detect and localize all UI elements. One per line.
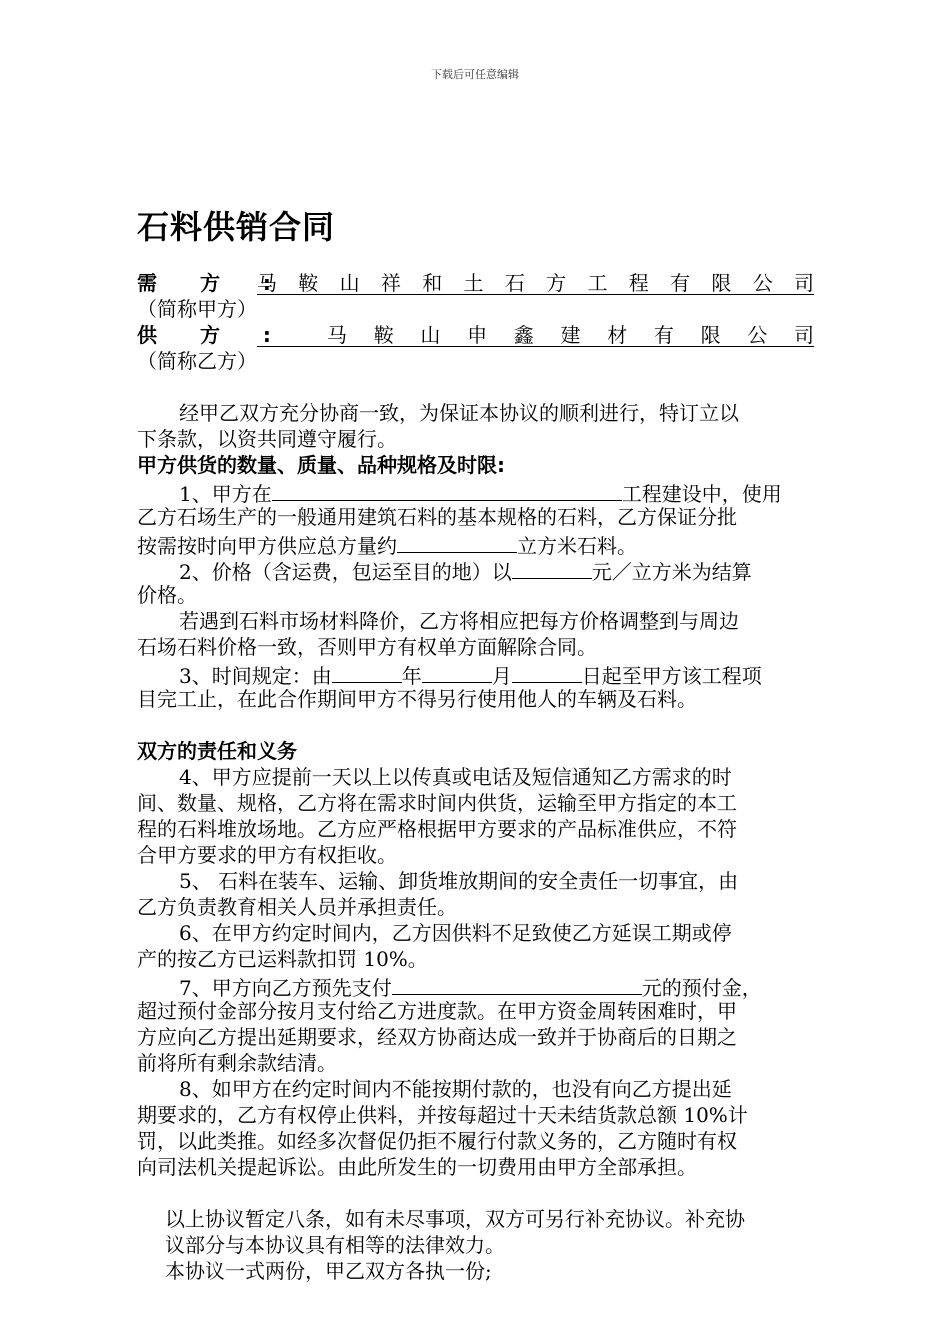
header-note: 下载后可任意编辑 — [431, 68, 519, 81]
seller-name: 马鞍山申鑫建材有限公司 — [257, 322, 814, 347]
clause-2p-line-1: 若遇到石料市场材料降价，乙方将相应把每方价格调整到与周边 — [179, 609, 739, 633]
clause-8-line-4: 向司法机关提起诉讼。由此所发生的一切费用由甲方全部承担。 — [137, 1155, 697, 1179]
buyer-name: 马鞍山祥和土石方工程有限公司 — [257, 271, 814, 295]
clause-7-text-b: 元的预付金， — [641, 976, 762, 1000]
prepayment-blank — [392, 972, 642, 995]
clause-1-text-d: 立方米石料。 — [517, 534, 637, 558]
clause-2-text-a: 2、价格（含运费，包运至目的地）以 — [179, 560, 512, 584]
clause-7-line-3: 方应向乙方提出延期要求，经双方协商达成一致并于协商后的日期之 — [137, 1025, 737, 1049]
project-name-blank — [272, 478, 622, 501]
clause-8-line-3: 罚，以此类推。如经多次督促仍拒不履行付款义务的，乙方随时有权 — [137, 1129, 737, 1153]
clause-7-line-1 — [137, 972, 814, 998]
intro-line-1: 经甲乙双方充分协商一致，为保证本协议的顺利进行，特订立以 — [179, 401, 739, 425]
clause-1-line-3 — [137, 530, 814, 556]
closing-line-3: 本协议一式两份，甲乙双方各执一份; — [165, 1259, 492, 1283]
intro-line-2: 下条款，以资共同遵守履行。 — [137, 427, 397, 451]
clause-4-line-3: 程的石料堆放场地。乙方应严格根据甲方要求的产品标准供应，不符 — [137, 817, 737, 841]
clause-2-line-1 — [137, 556, 814, 582]
section1-heading: 甲方供货的数量、质量、品种规格及时限: — [137, 453, 505, 477]
clause-3-line-1 — [137, 660, 814, 686]
clause-1-line-1 — [137, 478, 814, 504]
clause-6-line-1: 6、在甲方约定时间内，乙方因供料不足致使乙方延误工期或停 — [179, 921, 732, 945]
month-blank — [422, 660, 492, 683]
clause-5-line-1: 5、 石料在装车、运输、卸货堆放期间的安全责任一切事宜，由 — [179, 869, 739, 893]
clause-7-line-2: 超过预付金部分按月支付给乙方进度款。在甲方资金周转困难时，甲 — [137, 999, 737, 1023]
clause-3-text-b: 日起至甲方该工程项 — [581, 664, 762, 688]
buyer-line — [137, 270, 814, 296]
clause-2p-line-2: 石场石料价格一致，否则甲方有权单方面解除合同。 — [137, 635, 597, 659]
seller-line — [137, 322, 814, 348]
clause-8-line-2: 期要求的，乙方有权停止供料，并按每超过十天未结货款总额 10%计 — [137, 1103, 748, 1127]
clause-1-text-b: 工程建设中，使用 — [621, 482, 782, 506]
buyer-label: 需 方 : — [137, 271, 289, 295]
clause-3-text-a: 3、时间规定：由 — [179, 664, 332, 688]
clause-4-line-2: 间、数量、规格，乙方将在需求时间内供货，运输至甲方指定的本工 — [137, 791, 737, 815]
price-blank — [512, 556, 592, 579]
clause-2-text-b: 元／立方米为结算 — [591, 560, 752, 584]
contract-body — [137, 270, 814, 1284]
clause-8-line-1: 8、如甲方在约定时间内不能按期付款的，也没有向乙方提出延 — [179, 1077, 732, 1101]
clause-2-line-2: 价格。 — [137, 583, 197, 607]
clause-4-line-1: 4、甲方应提前一天以上以传真或电话及短信通知乙方需求的时 — [179, 765, 732, 789]
clause-6-line-2: 产的按乙方已运料款扣罚 10%。 — [137, 947, 428, 971]
year-label: 年 — [401, 664, 422, 688]
section2-heading: 双方的责任和义务 — [137, 739, 297, 763]
day-blank — [512, 660, 582, 683]
quantity-blank — [397, 530, 517, 553]
month-label: 月 — [491, 664, 512, 688]
buyer-abbr: （简称甲方） — [137, 297, 257, 321]
clause-1-text-a: 1、甲方在 — [179, 482, 272, 506]
closing-line-1: 以上协议暂定八条，如有未尽事项，双方可另行补充协议。补充协 — [165, 1207, 745, 1231]
clause-7-line-4: 前将所有剩余款结清。 — [137, 1051, 337, 1075]
clause-4-line-4: 合甲方要求的甲方有权拒收。 — [137, 843, 397, 867]
clause-3-line-2: 目完工止，在此合作期间甲方不得另行使用他人的车辆及石料。 — [137, 687, 697, 711]
seller-label: 供 方 : — [137, 323, 289, 347]
clause-1-text-c: 按需按时向甲方供应总方量约 — [137, 534, 397, 558]
year-blank — [332, 660, 402, 683]
clause-1-line-2: 乙方石场生产的一般通用建筑石料的基本规格的石料，乙方保证分批 — [137, 505, 737, 529]
closing-line-2: 议部分与本协议具有相等的法律效力。 — [165, 1233, 505, 1257]
clause-5-line-2: 乙方负责教育相关人员并承担责任。 — [137, 895, 457, 919]
seller-abbr: （简称乙方） — [137, 349, 257, 373]
clause-7-text-a: 7、甲方向乙方预先支付 — [179, 976, 392, 1000]
contract-title: 石料供销合同 — [137, 208, 336, 246]
